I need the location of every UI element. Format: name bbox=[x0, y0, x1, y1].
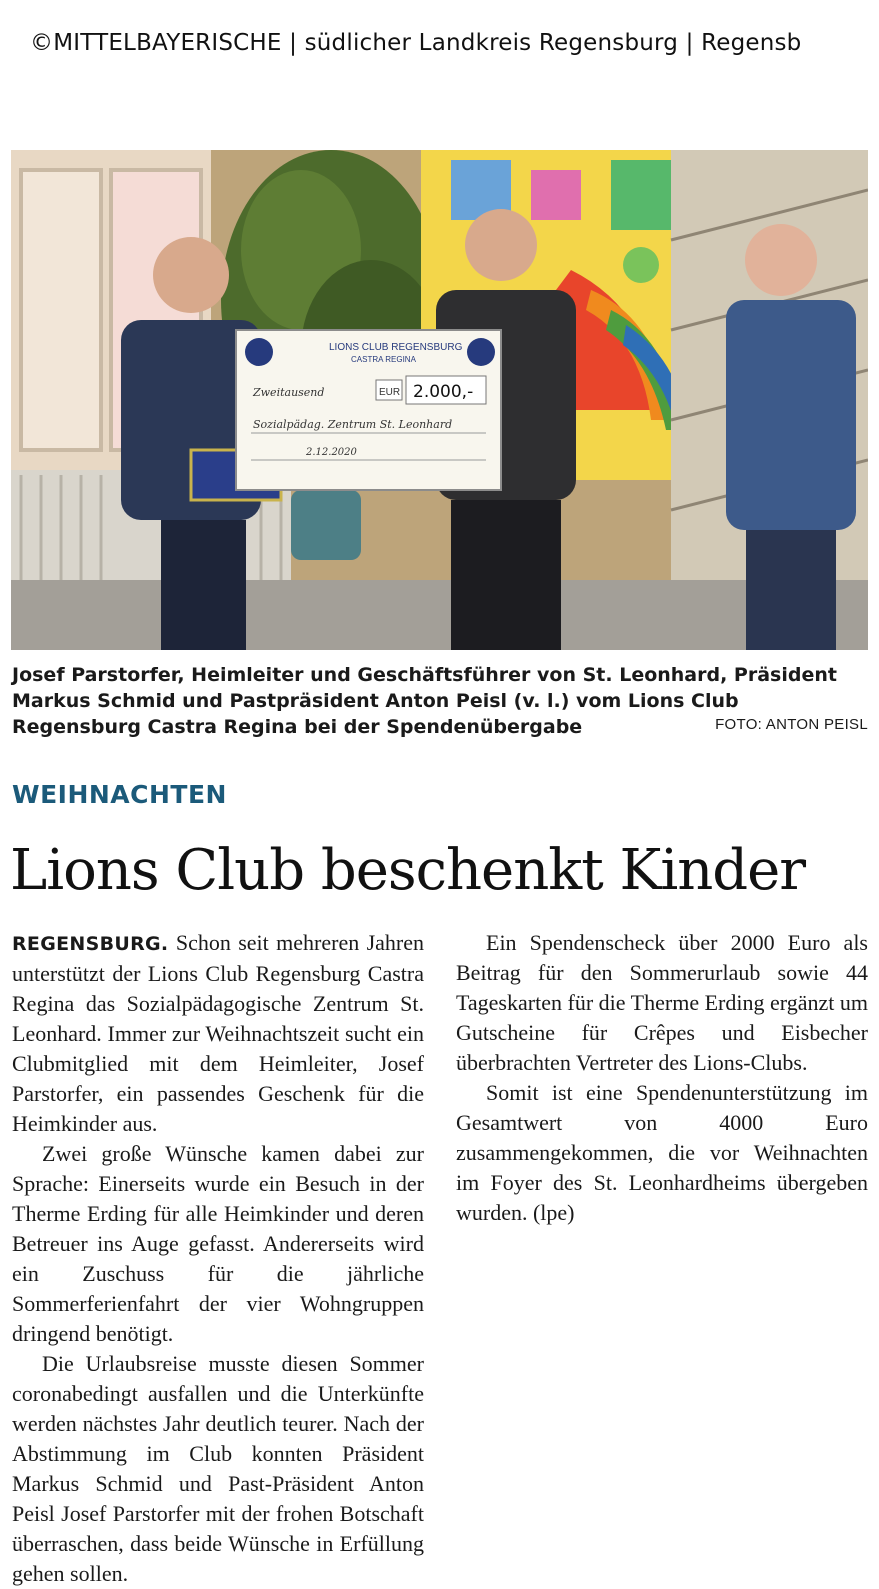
photo-caption bbox=[12, 662, 868, 740]
article-paragraph bbox=[12, 928, 424, 1139]
caption-text: Josef Parstorfer, Heimleiter und Geschäftsführer von St. Leonhard, Präsident Markus Schmid und Pastpräsident Anton Peisl (v. l.) vom Lions Club Regensburg Castra Regina bei der Spendenübergabe bbox=[12, 664, 837, 738]
article-paragraph: Die Urlaubsreise musste diesen Sommer coronabedingt ausfallen und die Unterkünfte werden nächstes Jahr deutlich teurer. Nach der Abstimmung im Club konnten Präsident Markus Schmid und Past-Präsident Anton Peisl Josef Parstorfer mit der frohen Botschaft überraschen, dass beide Wünsche in Erfüllung gehen sollen. bbox=[12, 1351, 424, 1586]
check-recipient: Sozialpädag. Zentrum St. Leonhard bbox=[253, 418, 453, 431]
article-headline: Lions Club beschenkt Kinder bbox=[10, 838, 806, 903]
source-line: ©MITTELBAYERISCHE | südlicher Landkreis Regensburg | Regensb bbox=[30, 30, 802, 56]
check-amount-words: Zweitausend bbox=[253, 386, 325, 399]
paragraph-1-text: Schon seit mehreren Jahren unterstützt der Lions Club Regensburg Castra Regina das Sozialpädagogische Zentrum St. Leonhard. Immer zur Weihnachtszeit sucht ein Clubmitglied mit dem Heimleiter, Josef Parstorfer, ein passendes Geschenk für die Heimkinder aus. bbox=[12, 930, 425, 1136]
article-column-left bbox=[12, 928, 425, 1586]
article-paragraph: Ein Spendenscheck über 2000 Euro als Beitrag für den Sommerurlaub sowie 44 Tageskarten für die Therme Erding ergänzt um Gutscheine für Crêpes und Eisbecher überbrachten Vertreter des Lions-Clubs. bbox=[456, 930, 868, 1075]
article-dateline: REGENSBURG. bbox=[12, 933, 169, 955]
article-paragraph: Zwei große Wünsche kamen dabei zur Sprache: Einerseits wurde ein Besuch in der Therme Erding für alle Heimkinder und deren Betreuer ins Auge gefasst. Andererseits wird ein Zuschuss für die jährliche Sommerferienfahrt der vier Wohngruppen dringend benötigt. bbox=[12, 1141, 424, 1346]
article-body bbox=[12, 928, 868, 1586]
check-club-subtitle: CASTRA REGINA bbox=[351, 355, 416, 364]
check-date: 2.12.2020 bbox=[306, 447, 357, 458]
check-club-name: LIONS CLUB REGENSBURG bbox=[329, 342, 463, 353]
news-photo bbox=[11, 150, 868, 650]
article-paragraph: Somit ist eine Spendenunterstützung im Gesamtwert von 4000 Euro zusammengekommen, die vor Weihnachten im Foyer des St. Leonhardheims übergeben wurden. (lpe) bbox=[456, 1080, 868, 1225]
check-amount: 2.000,- bbox=[413, 382, 474, 402]
article-column-right bbox=[456, 928, 868, 1468]
photo-credit: FOTO: ANTON PEISL bbox=[715, 716, 868, 733]
article-kicker: WEIHNACHTEN bbox=[12, 780, 227, 809]
check-currency: EUR bbox=[379, 387, 401, 398]
